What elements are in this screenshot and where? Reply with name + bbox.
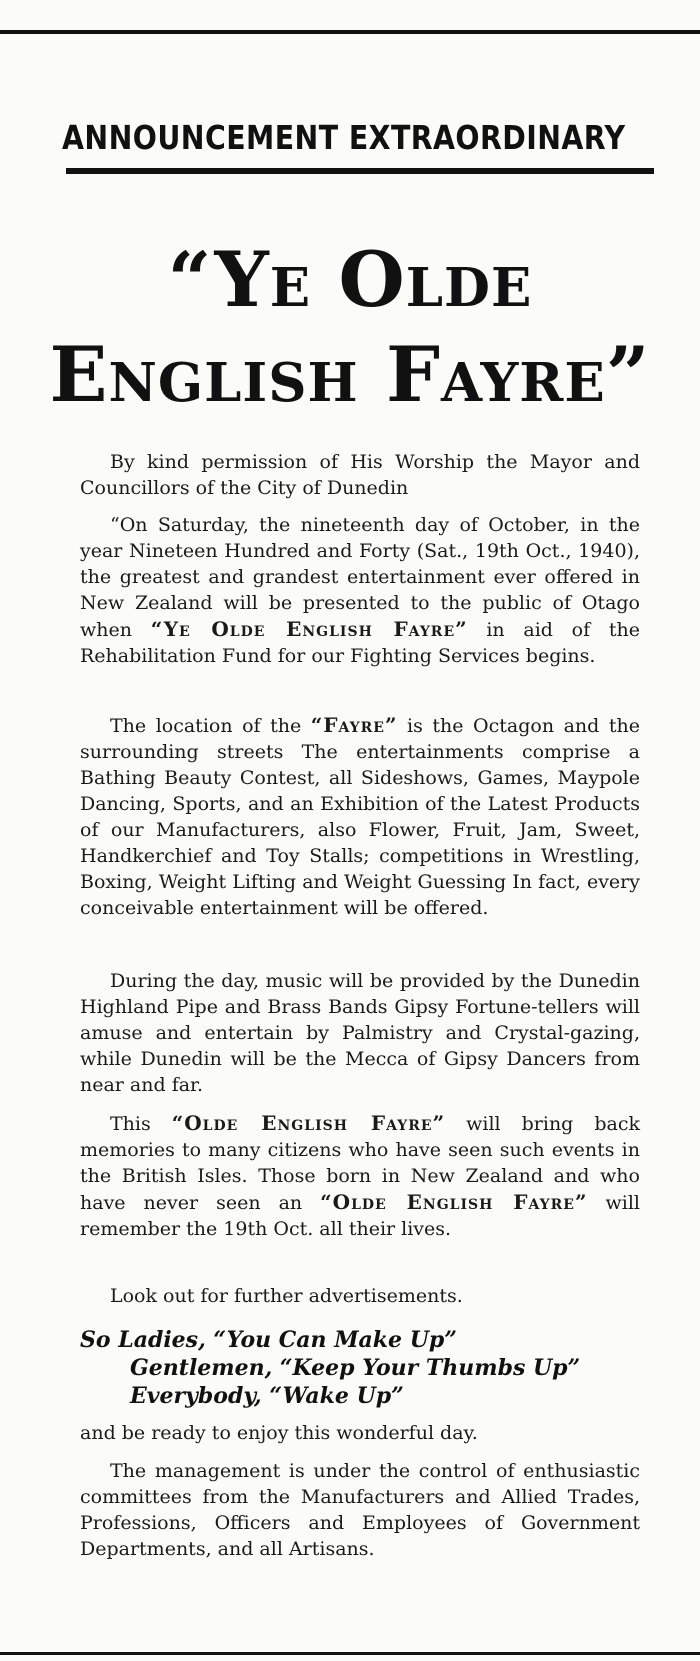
title-line-1: “Ye Olde xyxy=(167,235,533,324)
date-paragraph xyxy=(80,512,640,669)
enjoy-line: and be ready to enjoy this wonderful day. xyxy=(80,1422,478,1444)
slogan-ladies: So Ladies, “You Can Make Up” xyxy=(80,1327,457,1353)
memories-text-end: will remember the 19th Oct. all their lives. xyxy=(80,1192,640,1240)
top-border-rule xyxy=(0,30,700,34)
location-paragraph xyxy=(80,712,640,921)
title-line-2: English Fayre” xyxy=(49,330,651,419)
memories-text-middle: will bring back memories to many citizens who have seen such events in the British Isles. Those born in New Zealand and who have never seen an xyxy=(80,1113,641,1214)
fayre-word-inline: “Fayre” xyxy=(310,713,398,737)
management-paragraph: The management is under the control of enthusiastic committees from the Manufacturers and Allied Trades, Professions, Officers and Employees of Government Departments, and all Artisans. xyxy=(80,1460,640,1560)
slogan-gentlemen: Gentlemen, “Keep Your Thumbs Up” xyxy=(130,1355,581,1381)
location-text-start: The location of the xyxy=(110,715,311,737)
advertisements-note: Look out for further advertisements. xyxy=(110,1285,463,1307)
fayre-name-inline-3: “Olde English Fayre” xyxy=(320,1190,588,1214)
location-text-end: is the Octagon and the surrounding streets The entertainments comprise a Bathing Beauty Contest, all Sideshows, Games, Maypole Dancing, Sports, and an Exhibition of the Latest Products of our Manufacturers, also Flower, Fruit, Jam, Sweet, Handkerchief and Toy Stalls; competitions in Wrestling, Boxing, Weight Lifting and Weight Guessing In fact, every conceivable entertainment will be offered. xyxy=(80,715,640,919)
music-paragraph: During the day, music will be provided by the Dunedin Highland Pipe and Brass Bands Gipsy Fortune-tellers will amuse and entertain by Palmistry and Crystal-gazing, while Dunedin will be the Mecca of Gipsy Dancers from near and far. xyxy=(80,970,640,1096)
fayre-name-inline-2: “Olde English Fayre” xyxy=(171,1111,446,1135)
bottom-border-rule xyxy=(0,1652,700,1655)
date-text-end: in aid of the Rehabilitation Fund for our Fighting Services begins. xyxy=(80,619,640,667)
memories-text-start: This xyxy=(110,1113,172,1135)
slogan-everybody: Everybody, “Wake Up” xyxy=(130,1383,404,1409)
headline-underline xyxy=(66,168,654,174)
memories-paragraph xyxy=(80,1110,640,1242)
fayre-name-inline: “Ye Olde English Fayre” xyxy=(150,617,468,641)
headline: ANNOUNCEMENT EXTRAORDINARY xyxy=(62,118,626,157)
permission-paragraph: By kind permission of His Worship the Mayor and Councillors of the City of Dunedin xyxy=(80,451,640,499)
date-text-start: “On Saturday, the nineteenth day of October, in the year Nineteen Hundred and Forty (Sat., 19th Oct., 1940), the greatest and grandest entertainment ever offered in New Zealand will be presented to the public of Otago when xyxy=(80,514,640,641)
